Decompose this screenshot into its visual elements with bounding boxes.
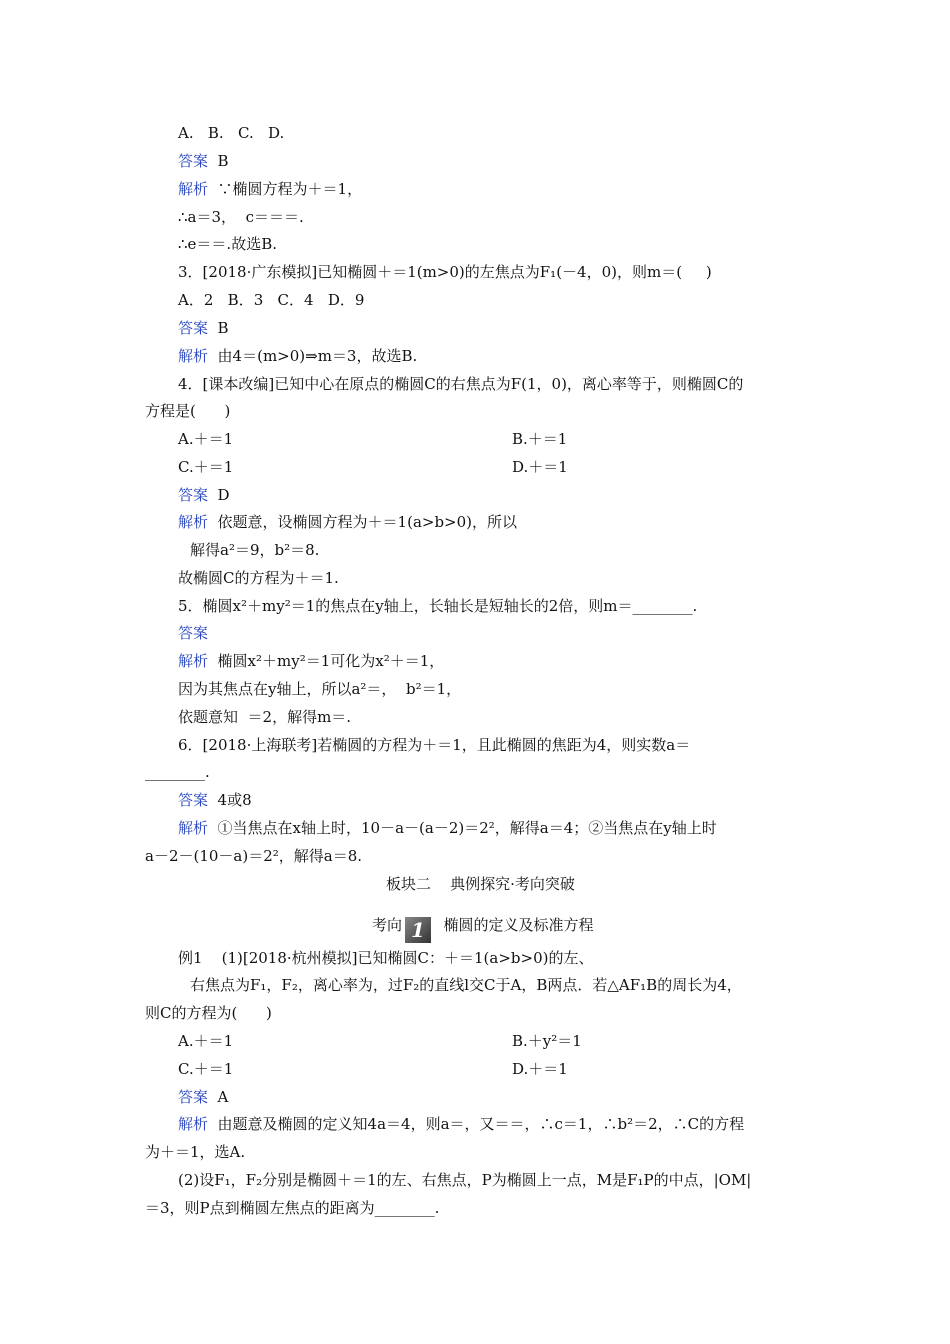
answer-label: 答案: [178, 319, 209, 337]
analysis-line: [178, 179, 362, 199]
question-6-cont: ________.: [145, 763, 210, 781]
subsection-prefix: 考向: [372, 916, 403, 934]
analysis-line: [178, 1114, 744, 1134]
question-4: 4．[课本改编]已知中心在原点的椭圆C的右焦点为F(1，0)，离心率等于，则椭圆C的: [178, 375, 744, 393]
option-c: C.＋＝1: [178, 1060, 234, 1078]
analysis-label: 解析: [178, 819, 209, 837]
example-1-cont: 右焦点为F₁，F₂，离心率为，过F₂的直线l交C于A，B两点．若△AF₁B的周长为4，: [190, 976, 742, 994]
example-1: 例1 (1)[2018·杭州模拟]已知椭圆C：＋＝1(a>b>0)的左、: [178, 949, 594, 967]
subsection-title: 椭圆的定义及标准方程: [434, 916, 594, 934]
analysis-label: 解析: [178, 347, 209, 365]
option-d: D.＋＝1: [512, 458, 568, 476]
answer-text: B: [208, 152, 229, 170]
section-heading: 板块二 典例探究·考向突破: [386, 875, 575, 893]
answer-line: [178, 318, 229, 338]
option-b: B.＋＝1: [512, 430, 568, 448]
options-line: A．2 B．3 C．4 D．9: [178, 291, 365, 309]
option-a: A.＋＝1: [178, 1032, 234, 1050]
options-line: A. B. C. D.: [178, 124, 285, 142]
option-c: C.＋＝1: [178, 458, 234, 476]
text-line: 解得a²＝9，b²＝8.: [190, 541, 320, 559]
answer-line: [178, 1087, 228, 1107]
option-b: B.＋y²＝1: [512, 1032, 582, 1050]
answer-line: [178, 485, 230, 505]
question-4-cont: 方程是( ): [145, 402, 231, 420]
text-line: 依题意知 ＝2，解得m＝.: [178, 708, 352, 726]
answer-line: [178, 151, 229, 171]
option-d: D.＋＝1: [512, 1060, 568, 1078]
question-6: 6．[2018·上海联考]若椭圆的方程为＋＝1，且此椭圆的焦距为4，则实数a＝: [178, 736, 691, 754]
text-line: a－2－(10－a)＝2²，解得a＝8.: [145, 847, 363, 865]
answer-line: [178, 623, 208, 643]
analysis-text: 椭圆x²＋my²＝1可化为x²＋＝1，: [208, 652, 445, 670]
example-1-part-2: (2)设F₁，F₂分别是椭圆＋＝1的左、右焦点，P为椭圆上一点，M是F₁P的中点，|OM|: [178, 1171, 752, 1189]
analysis-label: 解析: [178, 1115, 209, 1133]
answer-line: [178, 790, 252, 810]
analysis-line: [178, 512, 517, 532]
answer-label: 答案: [178, 791, 209, 809]
question-3: 3．[2018·广东模拟]已知椭圆＋＝1(m>0)的左焦点为F₁(－4，0)，则m＝( ): [178, 263, 712, 281]
answer-text: A: [208, 1088, 229, 1106]
text-line: 故椭圆C的方程为＋＝1.: [178, 569, 339, 587]
text-line: ∴e＝＝.故选B.: [178, 235, 277, 253]
question-5: 5．椭圆x²＋my²＝1的焦点在y轴上，长轴长是短轴长的2倍，则m＝________.: [178, 597, 698, 615]
analysis-text: ∵椭圆方程为＋＝1，: [208, 180, 363, 198]
answer-label: 答案: [178, 1088, 209, 1106]
example-1-part-2-cont: ＝3，则P点到椭圆左焦点的距离为________.: [145, 1199, 440, 1217]
analysis-line: [178, 346, 417, 366]
subsection-heading: [372, 915, 594, 943]
analysis-text: ①当焦点在x轴上时，10－a－(a－2)＝2²，解得a＝4；②当焦点在y轴上时: [208, 819, 717, 837]
analysis-text: 依题意，设椭圆方程为＋＝1(a>b>0)，所以: [208, 513, 518, 531]
text-line: 为＋＝1，选A.: [145, 1143, 246, 1161]
answer-text: 4或8: [208, 791, 252, 809]
text-line: 因为其焦点在y轴上，所以a²＝， b²＝1，: [178, 680, 462, 698]
answer-label: 答案: [178, 152, 209, 170]
analysis-text: 由题意及椭圆的定义知4a＝4，则a＝，又＝＝，∴c＝1，∴b²＝2，∴C的方程: [208, 1115, 745, 1133]
example-1-cont: 则C的方程为( ): [145, 1004, 272, 1022]
analysis-line: [178, 818, 717, 838]
analysis-label: 解析: [178, 652, 209, 670]
analysis-label: 解析: [178, 513, 209, 531]
analysis-line: [178, 651, 444, 671]
option-a: A.＋＝1: [178, 430, 234, 448]
answer-text: B: [208, 319, 229, 337]
answer-text: D: [208, 486, 230, 504]
number-badge-icon: 1: [405, 917, 431, 943]
analysis-text: 由4＝(m>0)⇒m＝3，故选B.: [208, 347, 418, 365]
text-line: ∴a＝3， c＝＝＝.: [178, 208, 304, 226]
answer-label: 答案: [178, 486, 209, 504]
analysis-label: 解析: [178, 180, 209, 198]
answer-label: 答案: [178, 624, 209, 642]
